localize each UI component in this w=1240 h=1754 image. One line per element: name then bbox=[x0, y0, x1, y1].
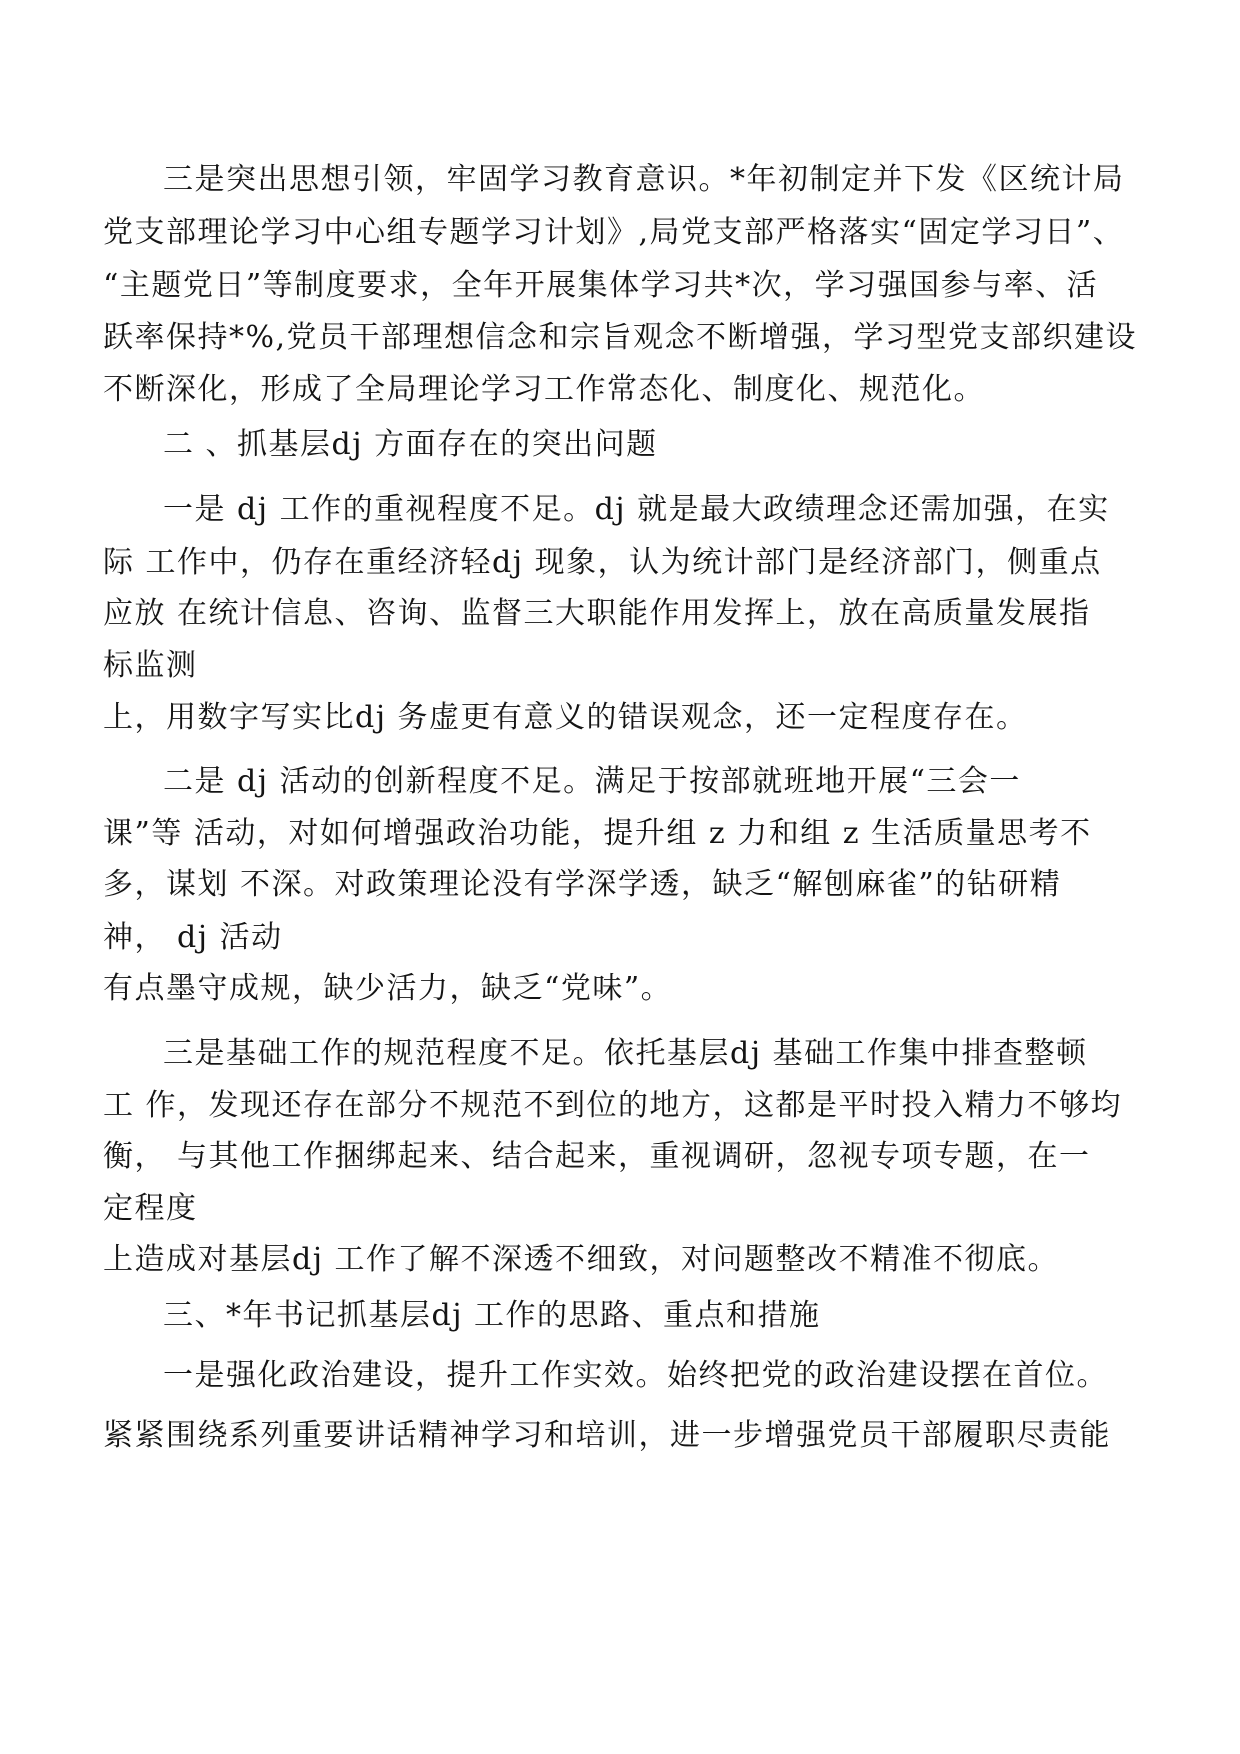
text-line: 课”等 活动，对如何增强政治功能，提升组 z 力和组 z 生活质量思考不 bbox=[103, 816, 1092, 851]
text-line: 三是突出思想引领，牢固学习教育意识。*年初制定并下发《区统计局 bbox=[163, 162, 1125, 197]
text-line: 际 工作中，仍存在重经济轻dj 现象，认为统计部门是经济部门，侧重点 bbox=[103, 545, 1102, 580]
text-line: 应放 在统计信息、咨询、监督三大职能作用发挥上，放在高质量发展指 bbox=[103, 596, 1091, 631]
text-line: 党支部理论学习中心组专题学习计划》,局党支部严格落实“固定学习日”、 bbox=[103, 215, 1125, 250]
text-line: 上，用数字写实比dj 务虚更有意义的错误观念，还一定程度存在。 bbox=[103, 700, 1028, 735]
text-line: 二是 dj 活动的创新程度不足。满足于按部就班地开展“三会一 bbox=[163, 764, 1021, 799]
text-line: 工 作，发现还存在部分不规范不到位的地方，这都是平时投入精力不够均 bbox=[103, 1088, 1123, 1123]
section-heading: 三、*年书记抓基层dj 工作的思路、重点和措施 bbox=[163, 1298, 821, 1333]
text-line: 一是 dj 工作的重视程度不足。dj 就是最大政绩理念还需加强，在实 bbox=[163, 492, 1110, 527]
text-line: 标监测 bbox=[103, 648, 198, 683]
text-line: 上造成对基层dj 工作了解不深透不细致，对问题整改不精准不彻底。 bbox=[103, 1242, 1060, 1277]
text-line: 一是强化政治建设，提升工作实效。始终把党的政治建设摆在首位。 bbox=[163, 1358, 1108, 1393]
text-line: “主题党日”等制度要求，全年开展集体学习共*次，学习强国参与率、活 bbox=[103, 268, 1099, 303]
text-line: 定程度 bbox=[103, 1191, 198, 1226]
text-line: 不断深化，形成了全局理论学习工作常态化、制度化、规范化。 bbox=[103, 372, 985, 407]
text-line: 紧紧围绕系列重要讲话精神学习和培训，进一步增强党员干部履职尽责能 bbox=[103, 1418, 1111, 1453]
text-line: 多，谋划 不深。对政策理论没有学深学透，缺乏“解刨麻雀”的钻研精 bbox=[103, 867, 1062, 902]
text-line: 衡， 与其他工作捆绑起来、结合起来，重视调研，忽视专项专题，在一 bbox=[103, 1139, 1091, 1174]
text-line: 跃率保持*%,党员干部理想信念和宗旨观念不断增强，学习型党支部织建设 bbox=[103, 320, 1138, 355]
text-line: 三是基础工作的规范程度不足。依托基层dj 基础工作集中排查整顿 bbox=[163, 1036, 1088, 1071]
text-line: 神， dj 活动 bbox=[103, 920, 283, 955]
section-heading: 二 、抓基层dj 方面存在的突出问题 bbox=[163, 427, 658, 462]
text-line: 有点墨守成规，缺少活力，缺乏“党味”。 bbox=[103, 971, 673, 1006]
